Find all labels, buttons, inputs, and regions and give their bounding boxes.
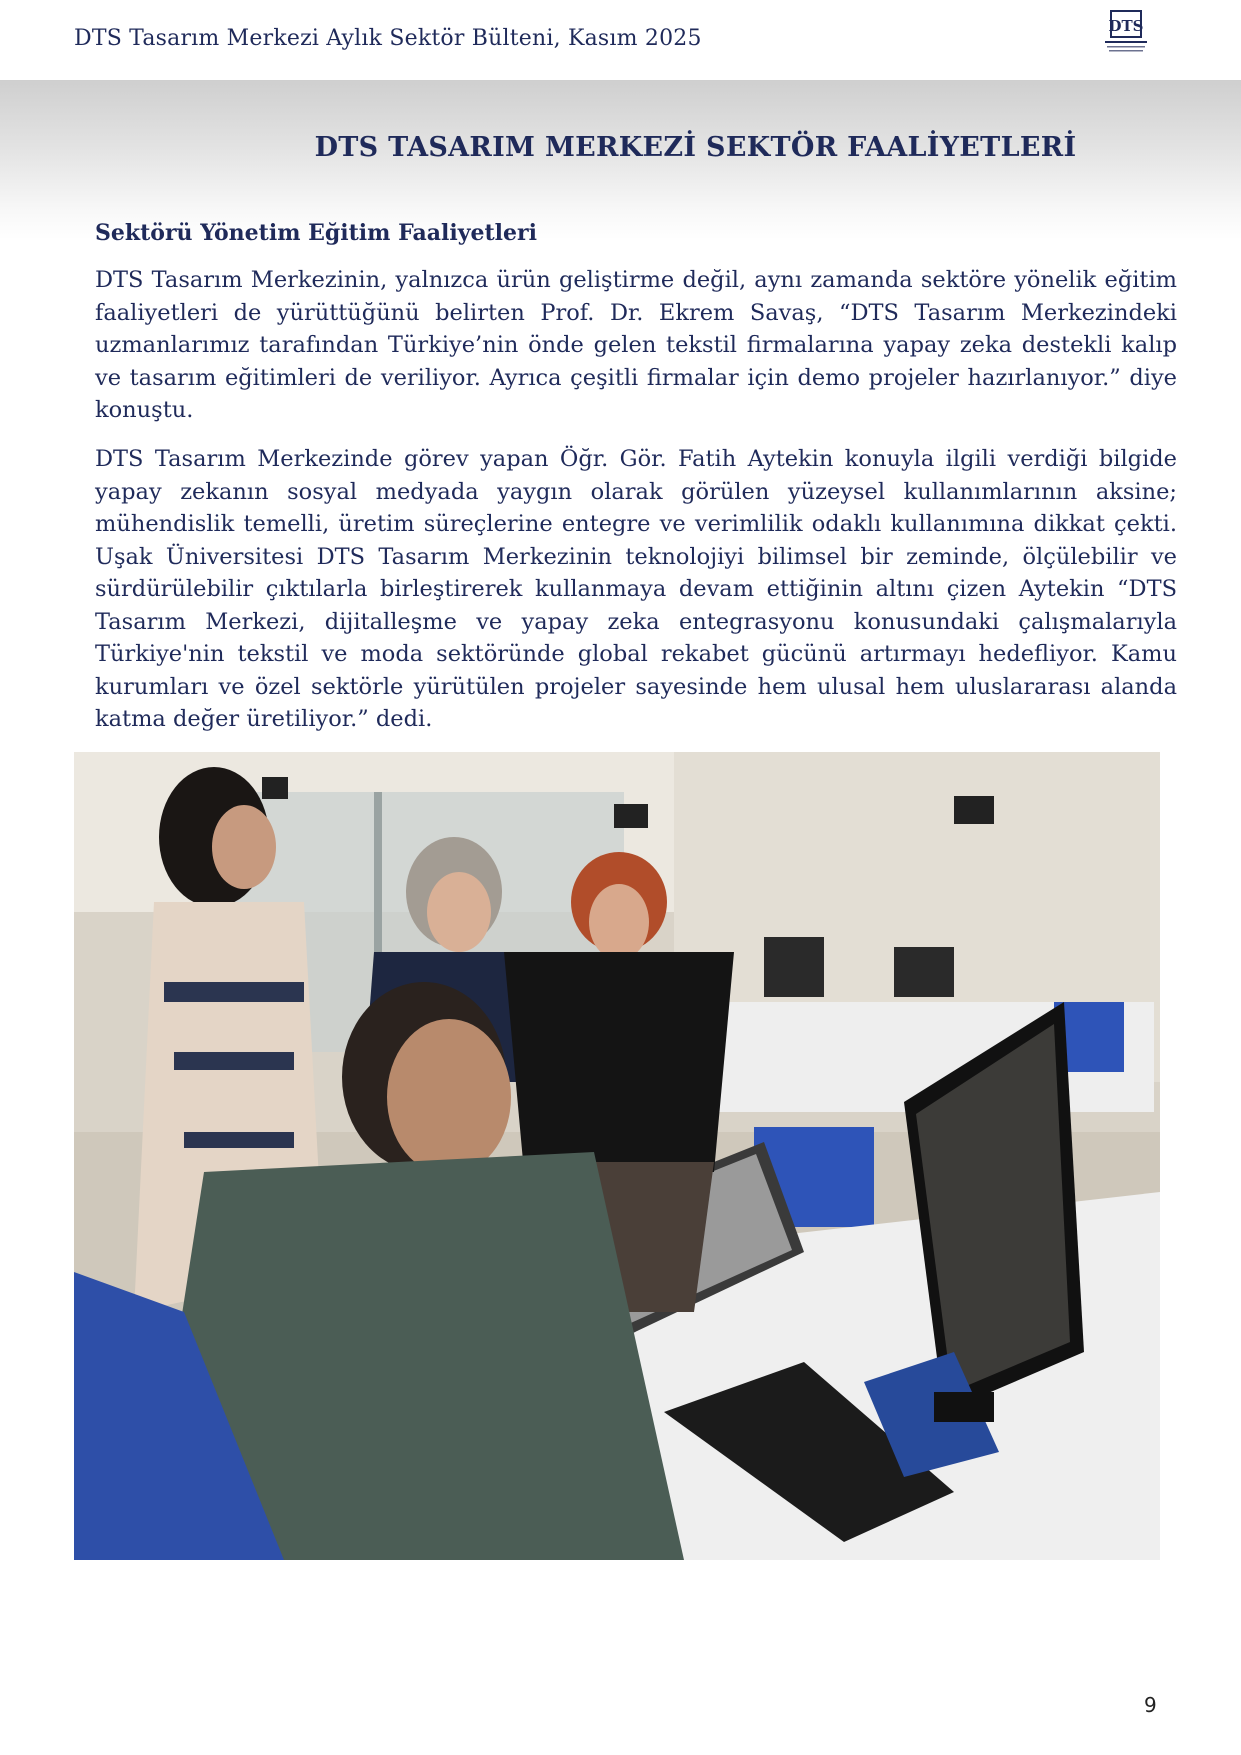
page-number: 9 [1144,1693,1157,1717]
paragraph-2: DTS Tasarım Merkezinde görev yapan Öğr. Gör. Fatih Aytekin konuyla ilgili verdiği bilgide yapay zekanın sosyal medyada yaygın olarak görülen yüzeysel kullanımlarının aksine; mühendislik temelli, üretim süreçlerine entegre ve verimlilik odaklı kullanımına dikkat çekti. Uşak Üniversitesi DTS Tasarım Merkezinin teknolojiyi bilimsel bir zeminde, ölçülebilir ve sürdürülebilir çıktılarla birleştirerek kullanmaya devam ettiğinin altını çizen Aytekin “DTS Tasarım Merkezi, dijitalleşme ve yapay zeka entegrasyonu konusundaki çalışmalarıyla Türkiye'nin tekstil ve moda sektöründe global rekabet gücünü artırmayı hedefliyor. Kamu kurumları ve özel sektörle yürütülen projeler sayesinde hem ulusal hem uluslararası alanda katma değer üretiliyor.” dedi. [95,446,1177,732]
bulletin-title: DTS Tasarım Merkezi Aylık Sektör Bülteni, Kasım 2025 [74,26,702,51]
subheading: Sektörü Yönetim Eğitim Faaliyetleri [95,220,537,246]
page-header [0,0,1241,80]
section-title: DTS TASARIM MERKEZİ SEKTÖR FAALİYETLERİ [314,132,1077,163]
office-photo [74,752,1160,1560]
svg-text:DTS: DTS [1108,17,1144,35]
paragraph-1: DTS Tasarım Merkezinin, yalnızca ürün geliştirme değil, aynı zamanda sektöre yönelik eğitim faaliyetleri de yürüttüğünü belirten Prof. Dr. Ekrem Savaş, “DTS Tasarım Merkezindeki uzmanlarımız tarafından Türkiye’nin önde gelen tekstil firmalarına yapay zeka destekli kalıp ve tasarım eğitimleri de veriliyor. Ayrıca çeşitli firmalar için demo projeler hazırlanıyor.” diye konuştu. [95,267,1177,423]
dts-logo [1101,8,1151,56]
